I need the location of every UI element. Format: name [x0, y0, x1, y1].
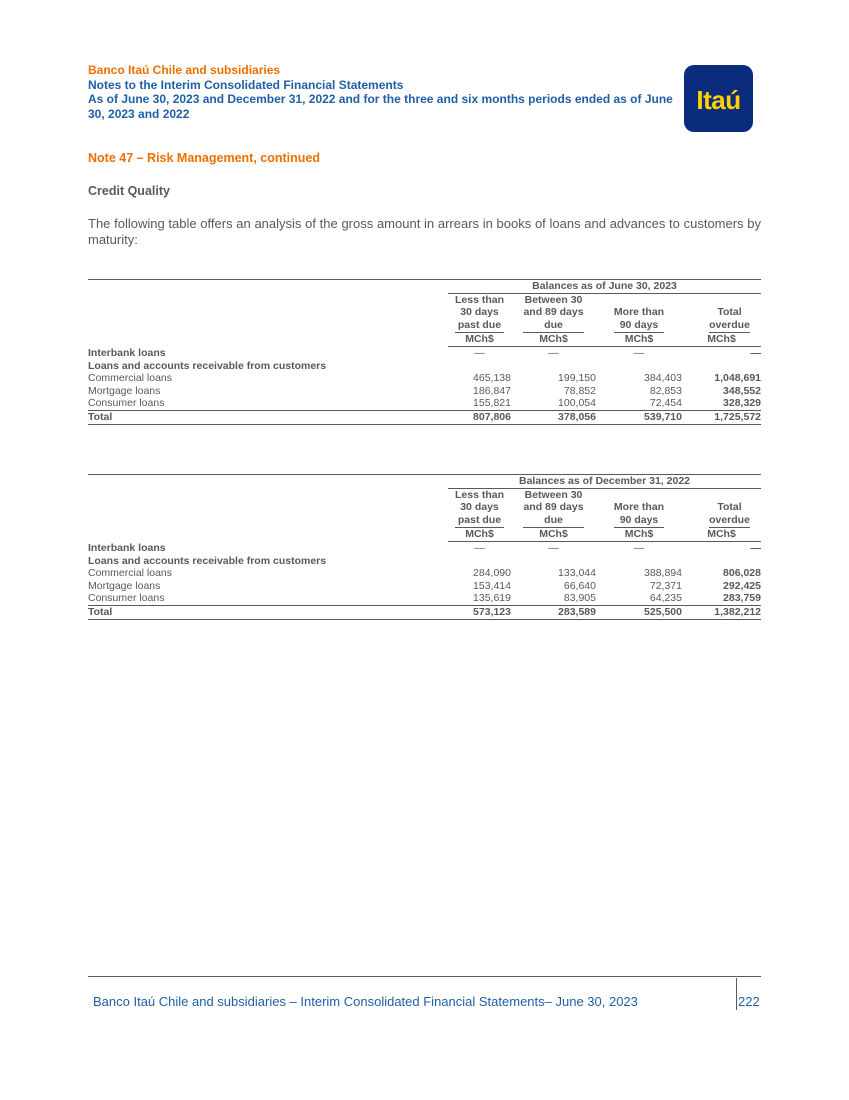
table-total-row: Total 573,123 283,589 525,500 1,382,212 — [88, 605, 761, 618]
note-title: Note 47 – Risk Management, continued — [88, 151, 320, 165]
company-name: Banco Itaú Chile and subsidiaries — [88, 63, 281, 77]
section-title: Credit Quality — [88, 184, 170, 198]
column-header-less-than-30-days: Less than 30 days past due — [448, 293, 511, 333]
table-group-header: Balances as of December 31, 2022 — [448, 475, 761, 488]
table-row: Interbank loans — — — — — [88, 346, 761, 359]
unit-header: MCh$ — [596, 333, 682, 346]
table-row: Consumer loans 135,619 83,905 64,235 283,759 — [88, 592, 761, 605]
credit-quality-table-june-2023 — [88, 279, 761, 425]
document-title: Notes to the Interim Consolidated Financial Statements — [88, 77, 404, 92]
column-header-more-than-90-days: More than 90 days — [596, 488, 682, 528]
column-header-more-than-90-days: More than 90 days — [596, 293, 682, 333]
unit-header: MCh$ — [511, 333, 596, 346]
table-row: Loans and accounts receivable from customers — [88, 359, 327, 372]
footer-divider — [88, 976, 761, 977]
document-header — [88, 63, 678, 121]
page-number: 222 — [738, 994, 760, 1009]
unit-header: MCh$ — [448, 528, 511, 541]
credit-quality-table-december-2022 — [88, 474, 761, 620]
table-row: Mortgage loans 153,414 66,640 72,371 292,425 — [88, 579, 761, 592]
footer-text: Banco Itaú Chile and subsidiaries – Interim Consolidated Financial Statements– June 30, 2023 — [93, 994, 638, 1009]
table-total-row: Total 807,806 378,056 539,710 1,725,572 — [88, 410, 761, 423]
column-header-30-to-89-days: Between 30 and 89 days due — [511, 488, 596, 528]
table-row: Consumer loans 155,821 100,054 72,454 328,329 — [88, 397, 761, 410]
logo-text: Itaú — [696, 85, 741, 115]
table-row: Commercial loans 465,138 199,150 384,403 1,048,691 — [88, 372, 761, 385]
table-group-header: Balances as of June 30, 2023 — [448, 280, 761, 293]
table-row: Interbank loans — — — — — [88, 541, 761, 554]
itau-logo — [684, 65, 753, 132]
footer-separator — [736, 978, 737, 1010]
table-row: Loans and accounts receivable from customers — [88, 554, 327, 567]
reporting-period: As of June 30, 2023 and December 31, 2022 and for the three and six months periods ended as of June 30, 2023 and 2022 — [88, 92, 673, 121]
unit-header: MCh$ — [511, 528, 596, 541]
column-header-30-to-89-days: Between 30 and 89 days due — [511, 293, 596, 333]
table-row: Commercial loans 284,090 133,044 388,894 806,028 — [88, 567, 761, 580]
table-row: Mortgage loans 186,847 78,852 82,853 348,552 — [88, 384, 761, 397]
unit-header: MCh$ — [682, 333, 761, 346]
unit-header: MCh$ — [682, 528, 761, 541]
column-header-total-overdue: Total overdue — [682, 488, 761, 528]
intro-paragraph: The following table offers an analysis of the gross amount in arrears in books of loans and advances to customers by maturity: — [88, 216, 761, 247]
unit-header: MCh$ — [596, 528, 682, 541]
unit-header: MCh$ — [448, 333, 511, 346]
column-header-total-overdue: Total overdue — [682, 293, 761, 333]
column-header-less-than-30-days: Less than 30 days past due — [448, 488, 511, 528]
